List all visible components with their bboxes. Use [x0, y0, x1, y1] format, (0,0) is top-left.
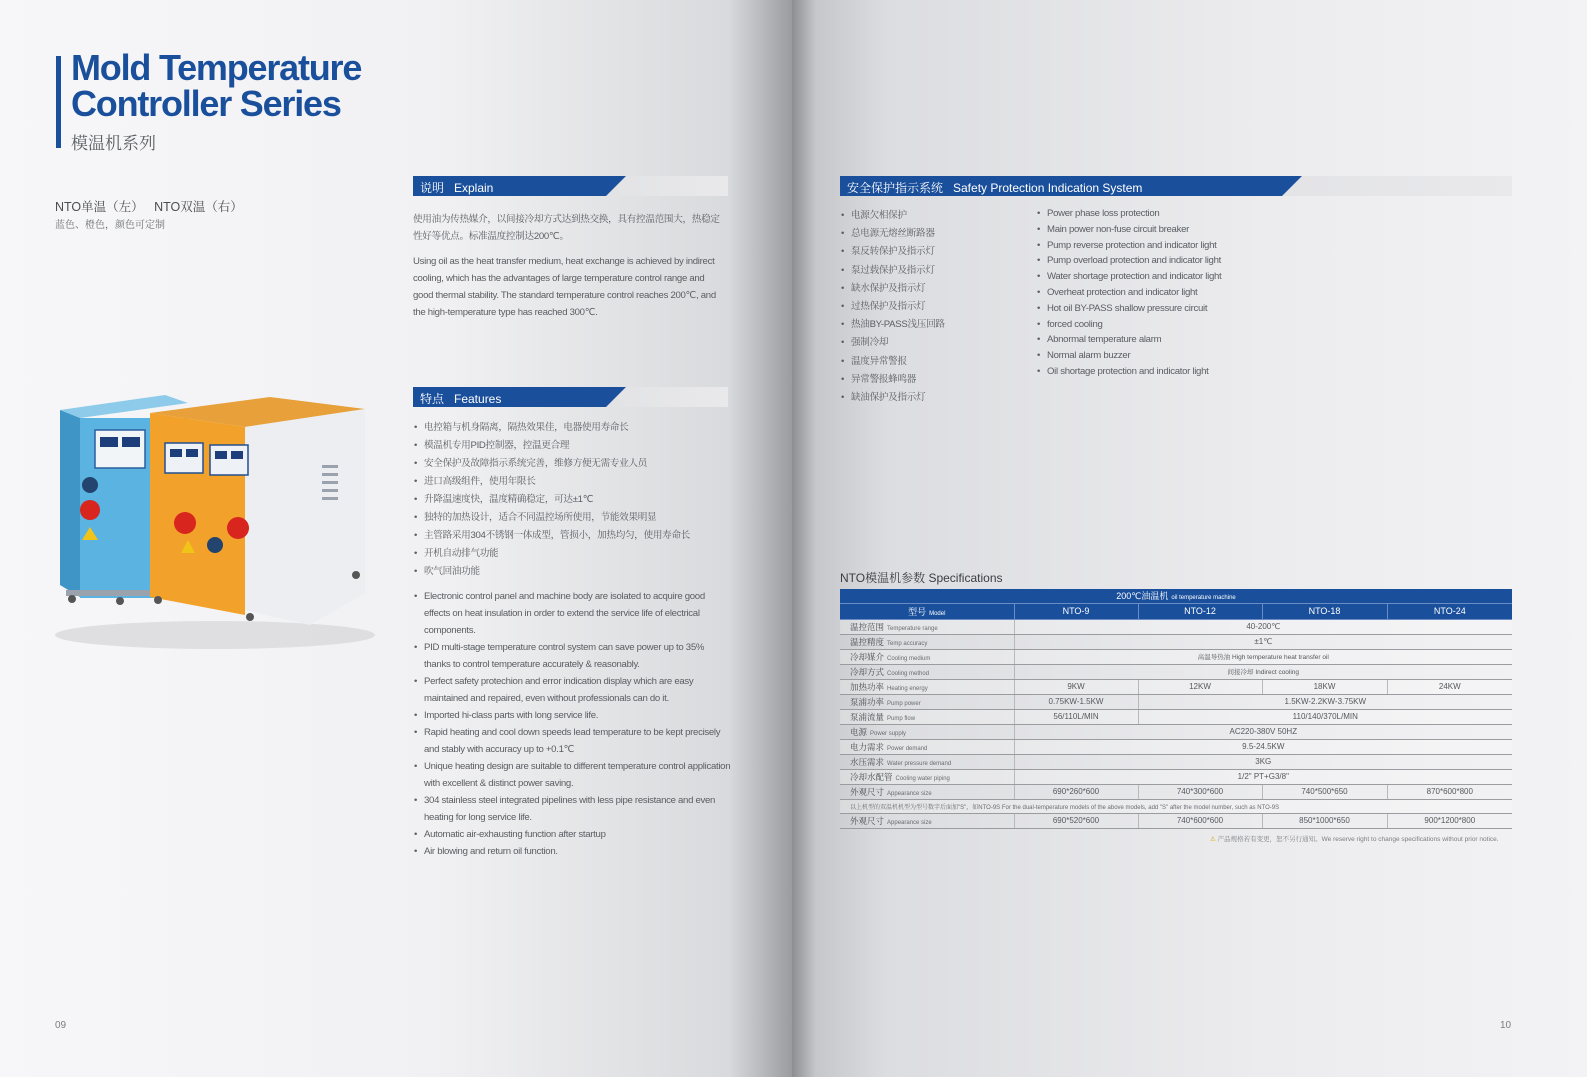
list-item: • Pump overload protection and indicator light — [1037, 253, 1317, 269]
list-item: • 开机自动排气功能 — [414, 545, 729, 563]
list-item: • 独特的加热设计，适合不同温控场所使用，节能效果明显 — [414, 509, 729, 527]
list-item: • 电源欠相保护 — [841, 207, 1031, 225]
list-item: • 过热保护及指示灯 — [841, 298, 1031, 316]
table-row: 电源 Power supply AC220-380V 50HZ — [840, 724, 1512, 739]
orange-machine — [150, 397, 365, 625]
table-row: 水压需求 Water pressure demand 3KG — [840, 754, 1512, 769]
table-row: 冷却水配管 Cooling water piping 1/2" PT+G3/8" — [840, 769, 1512, 784]
features-list-en — [414, 588, 732, 860]
explain-heading: 说明 Explain — [413, 176, 728, 196]
title-subtitle-cn: 模温机系列 — [71, 134, 156, 153]
page-number-left: 09 — [55, 1020, 67, 1031]
safety-list-cn — [841, 207, 1031, 407]
list-item: • 吹气回油功能 — [414, 563, 729, 581]
list-item: • 温度异常警报 — [841, 353, 1031, 371]
list-item: • Oil shortage protection and indicator light — [1037, 364, 1317, 380]
list-item: • 异常警报蜂鸣器 — [841, 371, 1031, 389]
model-caption: NTO单温（左） NTO双温（右） — [55, 200, 243, 214]
list-item: • Normal alarm buzzer — [1037, 348, 1317, 364]
list-item: • Air blowing and return oil function. — [414, 843, 732, 860]
list-item: • 总电源无熔丝断路器 — [841, 225, 1031, 243]
table-row: 外观尺寸 Appearance size 690*520*600 740*600*600 850*1000*650 900*1200*800 — [840, 813, 1512, 828]
table-row: 冷却方式 Cooling method 间接冷却 Indirect cooling — [840, 664, 1512, 679]
list-item: • PID multi-stage temperature control system can save power up to 35% thanks to control temperature accurately & reasonably. — [414, 639, 732, 673]
list-item: • Automatic air-exhausting function after startup — [414, 826, 732, 843]
title-line-2: Controller Series — [71, 83, 341, 124]
title-accent-bar — [56, 56, 61, 148]
list-item: • Overheat protection and indicator light — [1037, 285, 1317, 301]
table-row: 冷却媒介 Cooling medium 高温导热油 High temperature heat transfer oil — [840, 649, 1512, 664]
list-item: • Main power non-fuse circuit breaker — [1037, 222, 1317, 238]
spec-disclaimer: ⚠ 产品规格若有变更，恕不另行通知。We reserve right to change specifications without prior notice. — [1210, 836, 1499, 843]
list-item: • Rapid heating and cool down speeds lead temperature to be kept precisely and stably with accuracy up to +0.1℃ — [414, 724, 732, 758]
warning-icon: ⚠ — [1210, 836, 1216, 843]
spec-table — [840, 589, 1512, 829]
list-item: • 泵反转保护及指示灯 — [841, 243, 1031, 261]
safety-list-en — [1037, 206, 1317, 380]
spec-note-row: 以上机型的双温机机型为型号数字后面加"S"，如NTO-9S For the dual-temperature models of the above models, add "S" after the model number, such as NTO-9S — [840, 799, 1512, 813]
table-row: 电力需求 Power demand 9.5-24.5KW — [840, 739, 1512, 754]
table-row: 泵浦流量 Pump flow 56/110L/MIN 110/140/370L/MIN — [840, 709, 1512, 724]
spec-group-header: 200℃油温机 oil temperature machine — [840, 589, 1512, 603]
list-item: • 泵过载保护及指示灯 — [841, 262, 1031, 280]
list-item: • 缺水保护及指示灯 — [841, 280, 1031, 298]
right-page — [792, 0, 1587, 1077]
list-item: • 进口高级组件，使用年限长 — [414, 473, 729, 491]
table-row: 外观尺寸 Appearance size 690*260*600 740*300*600 740*500*650 870*600*800 — [840, 784, 1512, 799]
title-line-1: Mold Temperature — [71, 47, 362, 88]
machine-illustration — [40, 385, 380, 655]
page-title — [71, 47, 362, 124]
list-item: • Pump reverse protection and indicator light — [1037, 238, 1317, 254]
features-list-cn — [414, 419, 729, 581]
list-item: • 热油BY-PASS浅压回路 — [841, 316, 1031, 334]
model-color-note: 蓝色、橙色，颜色可定制 — [55, 220, 165, 231]
list-item: • Water shortage protection and indicator light — [1037, 269, 1317, 285]
list-item: • Imported hi-class parts with long service life. — [414, 707, 732, 724]
list-item: • 强制冷却 — [841, 334, 1031, 352]
table-row: 温控精度 Temp accuracy ±1℃ — [840, 634, 1512, 649]
list-item: • Abnormal temperature alarm — [1037, 332, 1317, 348]
spec-title: NTO模温机参数 Specifications — [840, 571, 1003, 585]
features-heading: 特点 Features — [413, 387, 728, 407]
list-item: • Unique heating design are suitable to different temperature control application with excellent & distinct power saving. — [414, 758, 732, 792]
list-item: • Power phase loss protection — [1037, 206, 1317, 222]
explain-text-en: Using oil as the heat transfer medium, heat exchange is achieved by indirect cooling, which has the advantages of large temperature control range and good thermal stability. The standard temperature control reaches 200℃, and the high-temperature type has reached 300℃. — [413, 256, 716, 318]
list-item: • forced cooling — [1037, 317, 1317, 333]
list-item: • 电控箱与机身隔离，隔热效果佳，电器使用寿命长 — [414, 419, 729, 437]
list-item: • Electronic control panel and machine body are isolated to acquire good effects on heat insulation in order to extend the service life of electrical components. — [414, 588, 732, 639]
list-item: • 304 stainless steel integrated pipelines with less pipe resistance and even heating for long service life. — [414, 792, 732, 826]
spec-model-header: 型号 Model NTO-9 NTO-12 NTO-18 NTO-24 — [840, 603, 1512, 619]
list-item: • 缺油保护及指示灯 — [841, 389, 1031, 407]
list-item: • 升降温速度快，温度精确稳定，可达±1℃ — [414, 491, 729, 509]
list-item: • 安全保护及故障指示系统完善，维修方便无需专业人员 — [414, 455, 729, 473]
safety-heading: 安全保护指示系统 Safety Protection Indication System — [840, 176, 1512, 196]
list-item: • Perfect safety protechion and error indication display which are easy maintained and repaired, even without professionals can do it. — [414, 673, 732, 707]
list-item: • 模温机专用PID控制器，控温更合理 — [414, 437, 729, 455]
list-item: • Hot oil BY-PASS shallow pressure circuit — [1037, 301, 1317, 317]
explain-text-cn: 使用油为传热媒介，以间接冷却方式达到热交换，具有控温范围大，热稳定性好等优点。标准温度控制达200℃。 — [413, 214, 720, 242]
page-number-right: 10 — [1500, 1020, 1512, 1031]
table-row: 泵浦功率 Pump power 0.75KW-1.5KW 1.5KW-2.2KW-3.75KW — [840, 694, 1512, 709]
table-row: 加热功率 Heating energy 9KW 12KW 18KW 24KW — [840, 679, 1512, 694]
table-row: 温控范围 Temperature range 40-200℃ — [840, 619, 1512, 634]
list-item: • 主管路采用304不锈钢一体成型，管损小，加热均匀，使用寿命长 — [414, 527, 729, 545]
